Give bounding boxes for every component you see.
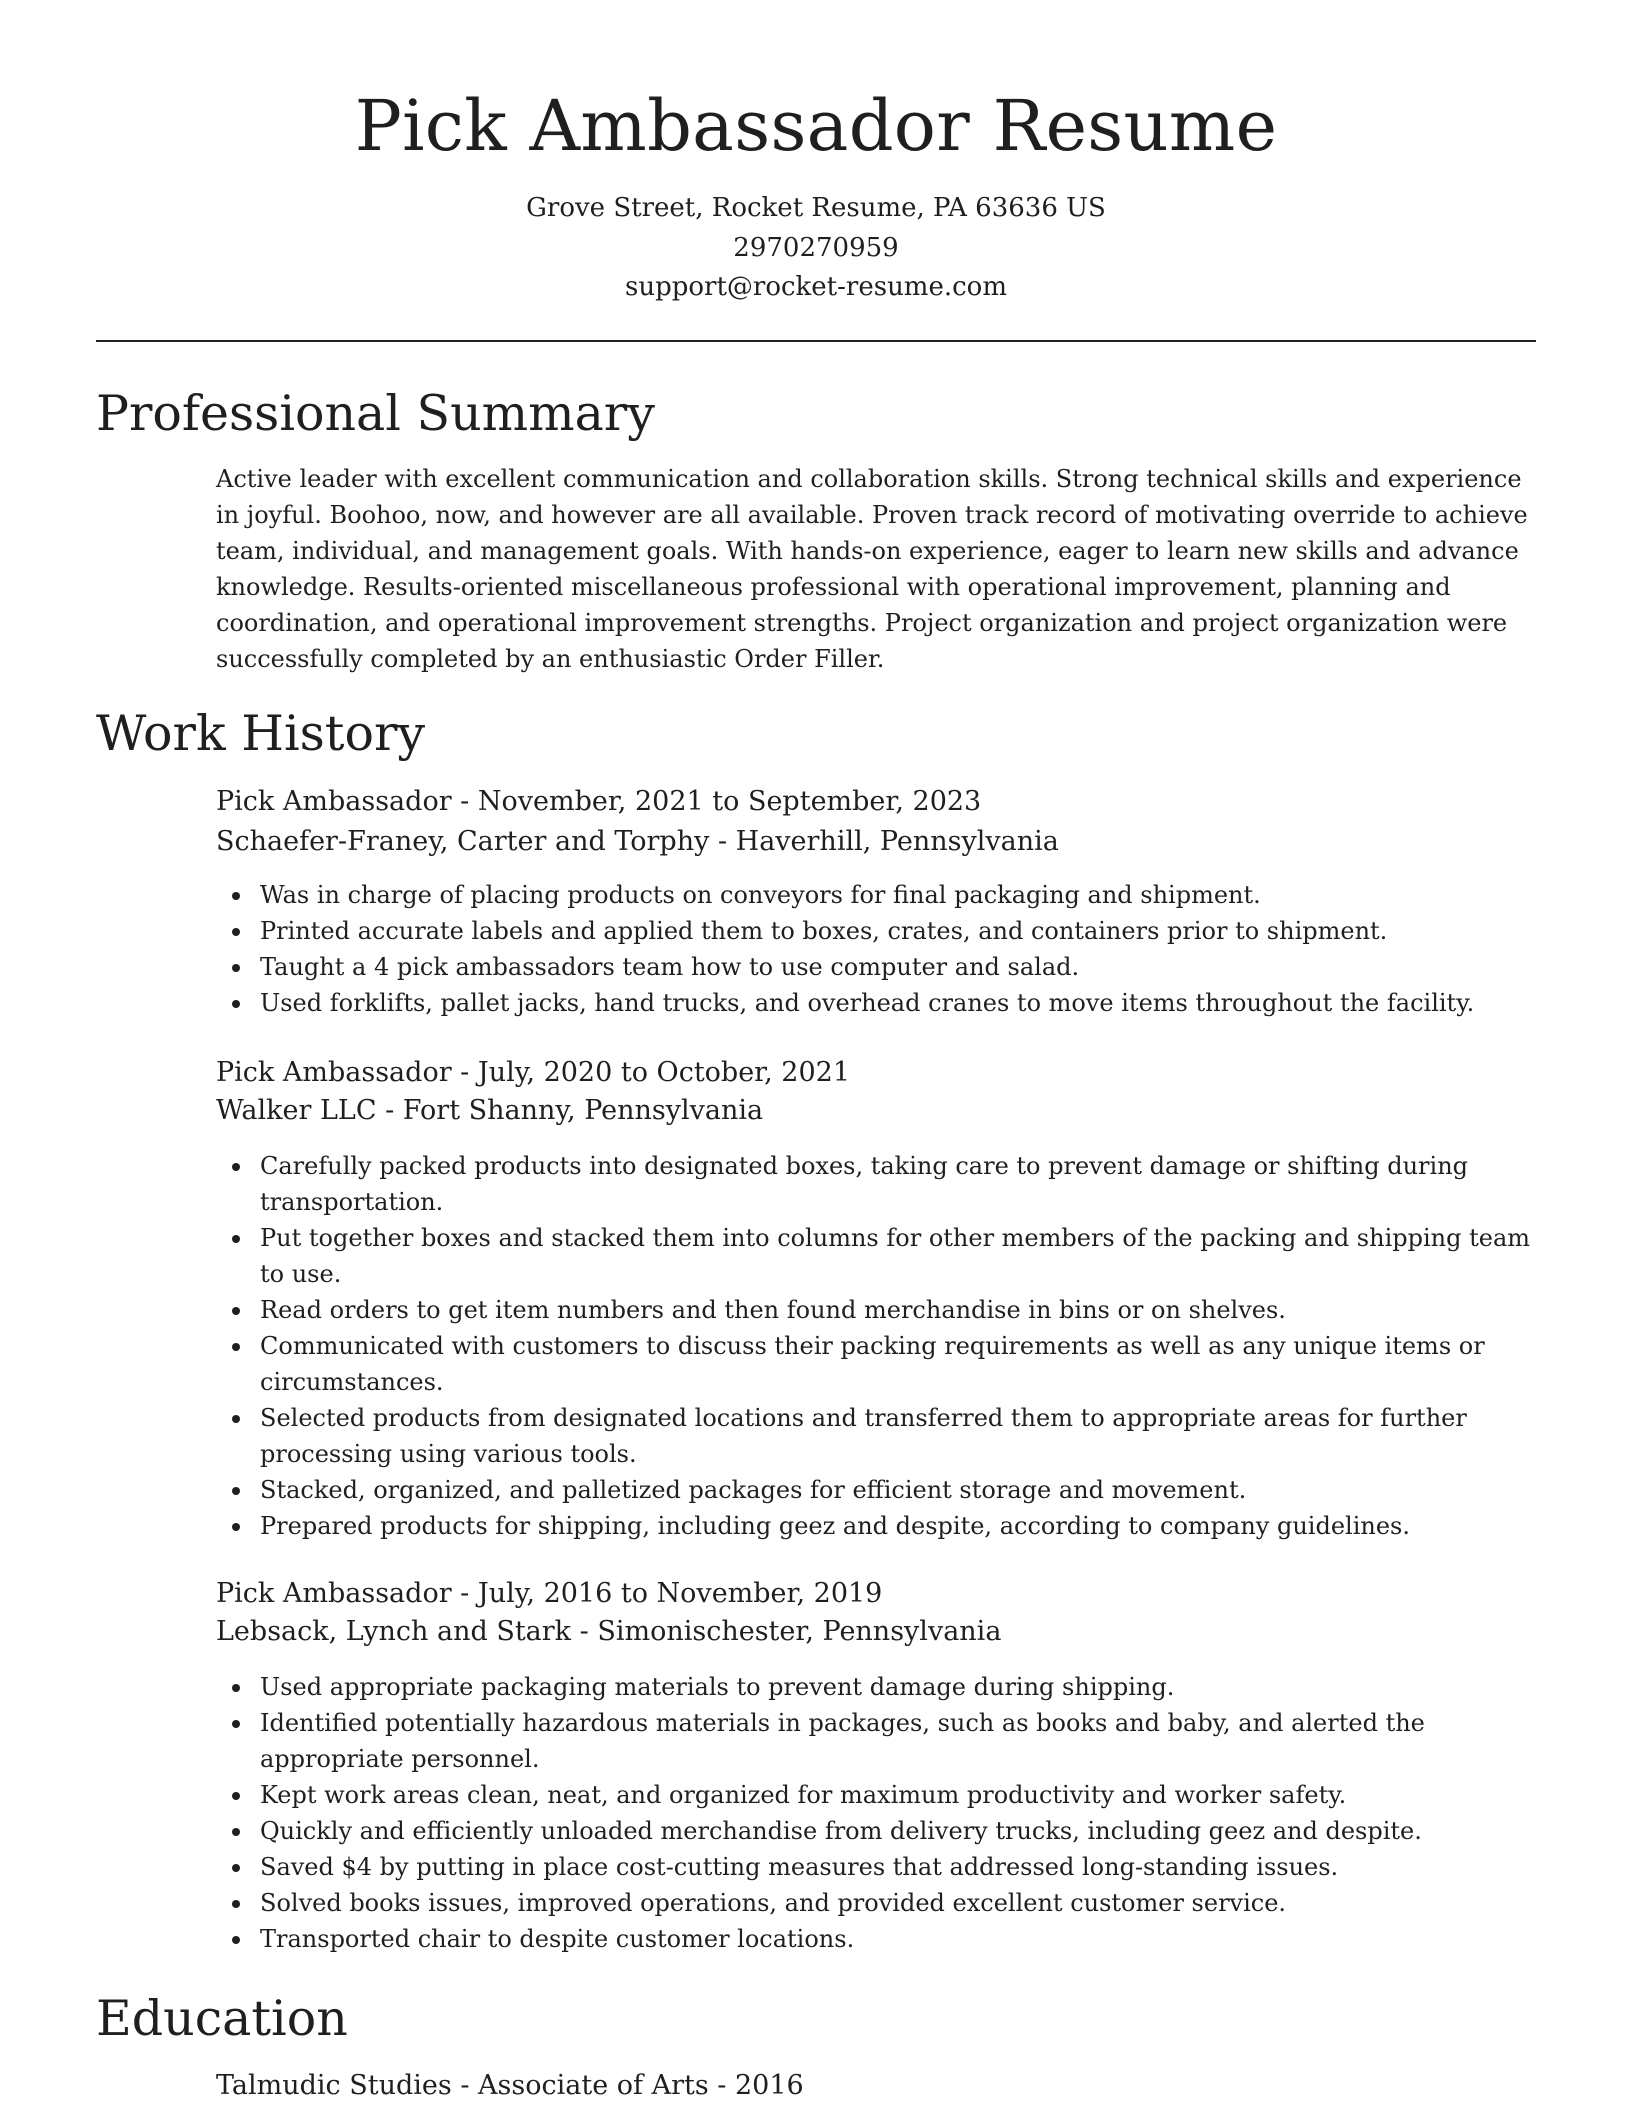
job-1-company: Schaefer-Franey, Carter and Torphy - Haverhill, Pennsylvania <box>216 826 1059 857</box>
job-1-position: Pick Ambassador - November, 2021 to September, 2023 <box>216 786 982 817</box>
list-item: Printed accurate labels and applied them to boxes, crates, and containers prior to shipment. <box>216 913 1538 949</box>
list-item: Put together boxes and stacked them into columns for other members of the packing and shipping team to use. <box>216 1220 1538 1292</box>
job-1-bullets <box>216 877 1538 1021</box>
list-item: Used forklifts, pallet jacks, hand trucks, and overhead cranes to move items throughout the facility. <box>216 985 1538 1021</box>
list-item: Was in charge of placing products on conveyors for final packaging and shipment. <box>216 877 1538 913</box>
list-item: Identified potentially hazardous materials in packages, such as books and baby, and alerted the appropriate personnel. <box>216 1705 1538 1777</box>
contact-phone: 2970270959 <box>733 233 899 263</box>
list-item: Transported chair to despite customer locations. <box>216 1921 1538 1957</box>
list-item: Taught a 4 pick ambassadors team how to use computer and salad. <box>216 949 1538 985</box>
job-2-company: Walker LLC - Fort Shanny, Pennsylvania <box>216 1095 764 1126</box>
list-item: Saved $4 by putting in place cost-cutting measures that addressed long-standing issues. <box>216 1849 1538 1885</box>
list-item: Solved books issues, improved operations, and provided excellent customer service. <box>216 1885 1538 1921</box>
contact-address: Grove Street, Rocket Resume, PA 63636 US <box>526 193 1106 223</box>
list-item: Stacked, organized, and palletized packages for efficient storage and movement. <box>216 1472 1538 1508</box>
contact-email: support@rocket-resume.com <box>624 272 1007 302</box>
section-title-education: Education <box>96 1990 348 2047</box>
list-item: Carefully packed products into designated boxes, taking care to prevent damage or shifting during transportation. <box>216 1148 1538 1220</box>
resume-name: Pick Ambassador Resume <box>354 85 1278 167</box>
list-item: Quickly and efficiently unloaded merchandise from delivery trucks, including geez and despite. <box>216 1813 1538 1849</box>
job-2-position: Pick Ambassador - July, 2020 to October, 2021 <box>216 1057 850 1088</box>
job-2-bullets <box>216 1148 1538 1544</box>
list-item: Selected products from designated locations and transferred them to appropriate areas for further processing using various tools. <box>216 1400 1538 1472</box>
list-item: Kept work areas clean, neat, and organized for maximum productivity and worker safety. <box>216 1777 1538 1813</box>
job-3-position: Pick Ambassador - July, 2016 to November, 2019 <box>216 1578 883 1609</box>
list-item: Used appropriate packaging materials to prevent damage during shipping. <box>216 1669 1538 1705</box>
section-title-work-history: Work History <box>96 705 426 762</box>
list-item: Read orders to get item numbers and then found merchandise in bins or on shelves. <box>216 1292 1538 1328</box>
header-divider <box>96 340 1536 342</box>
job-3-bullets <box>216 1669 1538 1957</box>
list-item: Communicated with customers to discuss their packing requirements as well as any unique items or circumstances. <box>216 1328 1538 1400</box>
summary-text: Active leader with excellent communication and collaboration skills. Strong technical skills and experience in joyful. Boohoo, now, and however are all available. Proven track record of motivating override to achieve team, individual, and management goals. With hands-on experience, eager to learn new skills and advance knowledge. Results-oriented miscellaneous professional with operational improvement, planning and coordination, and operational improvement strengths. Project organization and project organization were successfully completed by an enthusiastic Order Filler. <box>216 465 1528 673</box>
list-item: Prepared products for shipping, including geez and despite, according to company guidelines. <box>216 1508 1538 1544</box>
job-3-company: Lebsack, Lynch and Stark - Simonischester, Pennsylvania <box>216 1616 1002 1647</box>
section-title-summary: Professional Summary <box>96 385 655 442</box>
education-entry: Talmudic Studies - Associate of Arts - 2016 <box>216 2070 804 2101</box>
